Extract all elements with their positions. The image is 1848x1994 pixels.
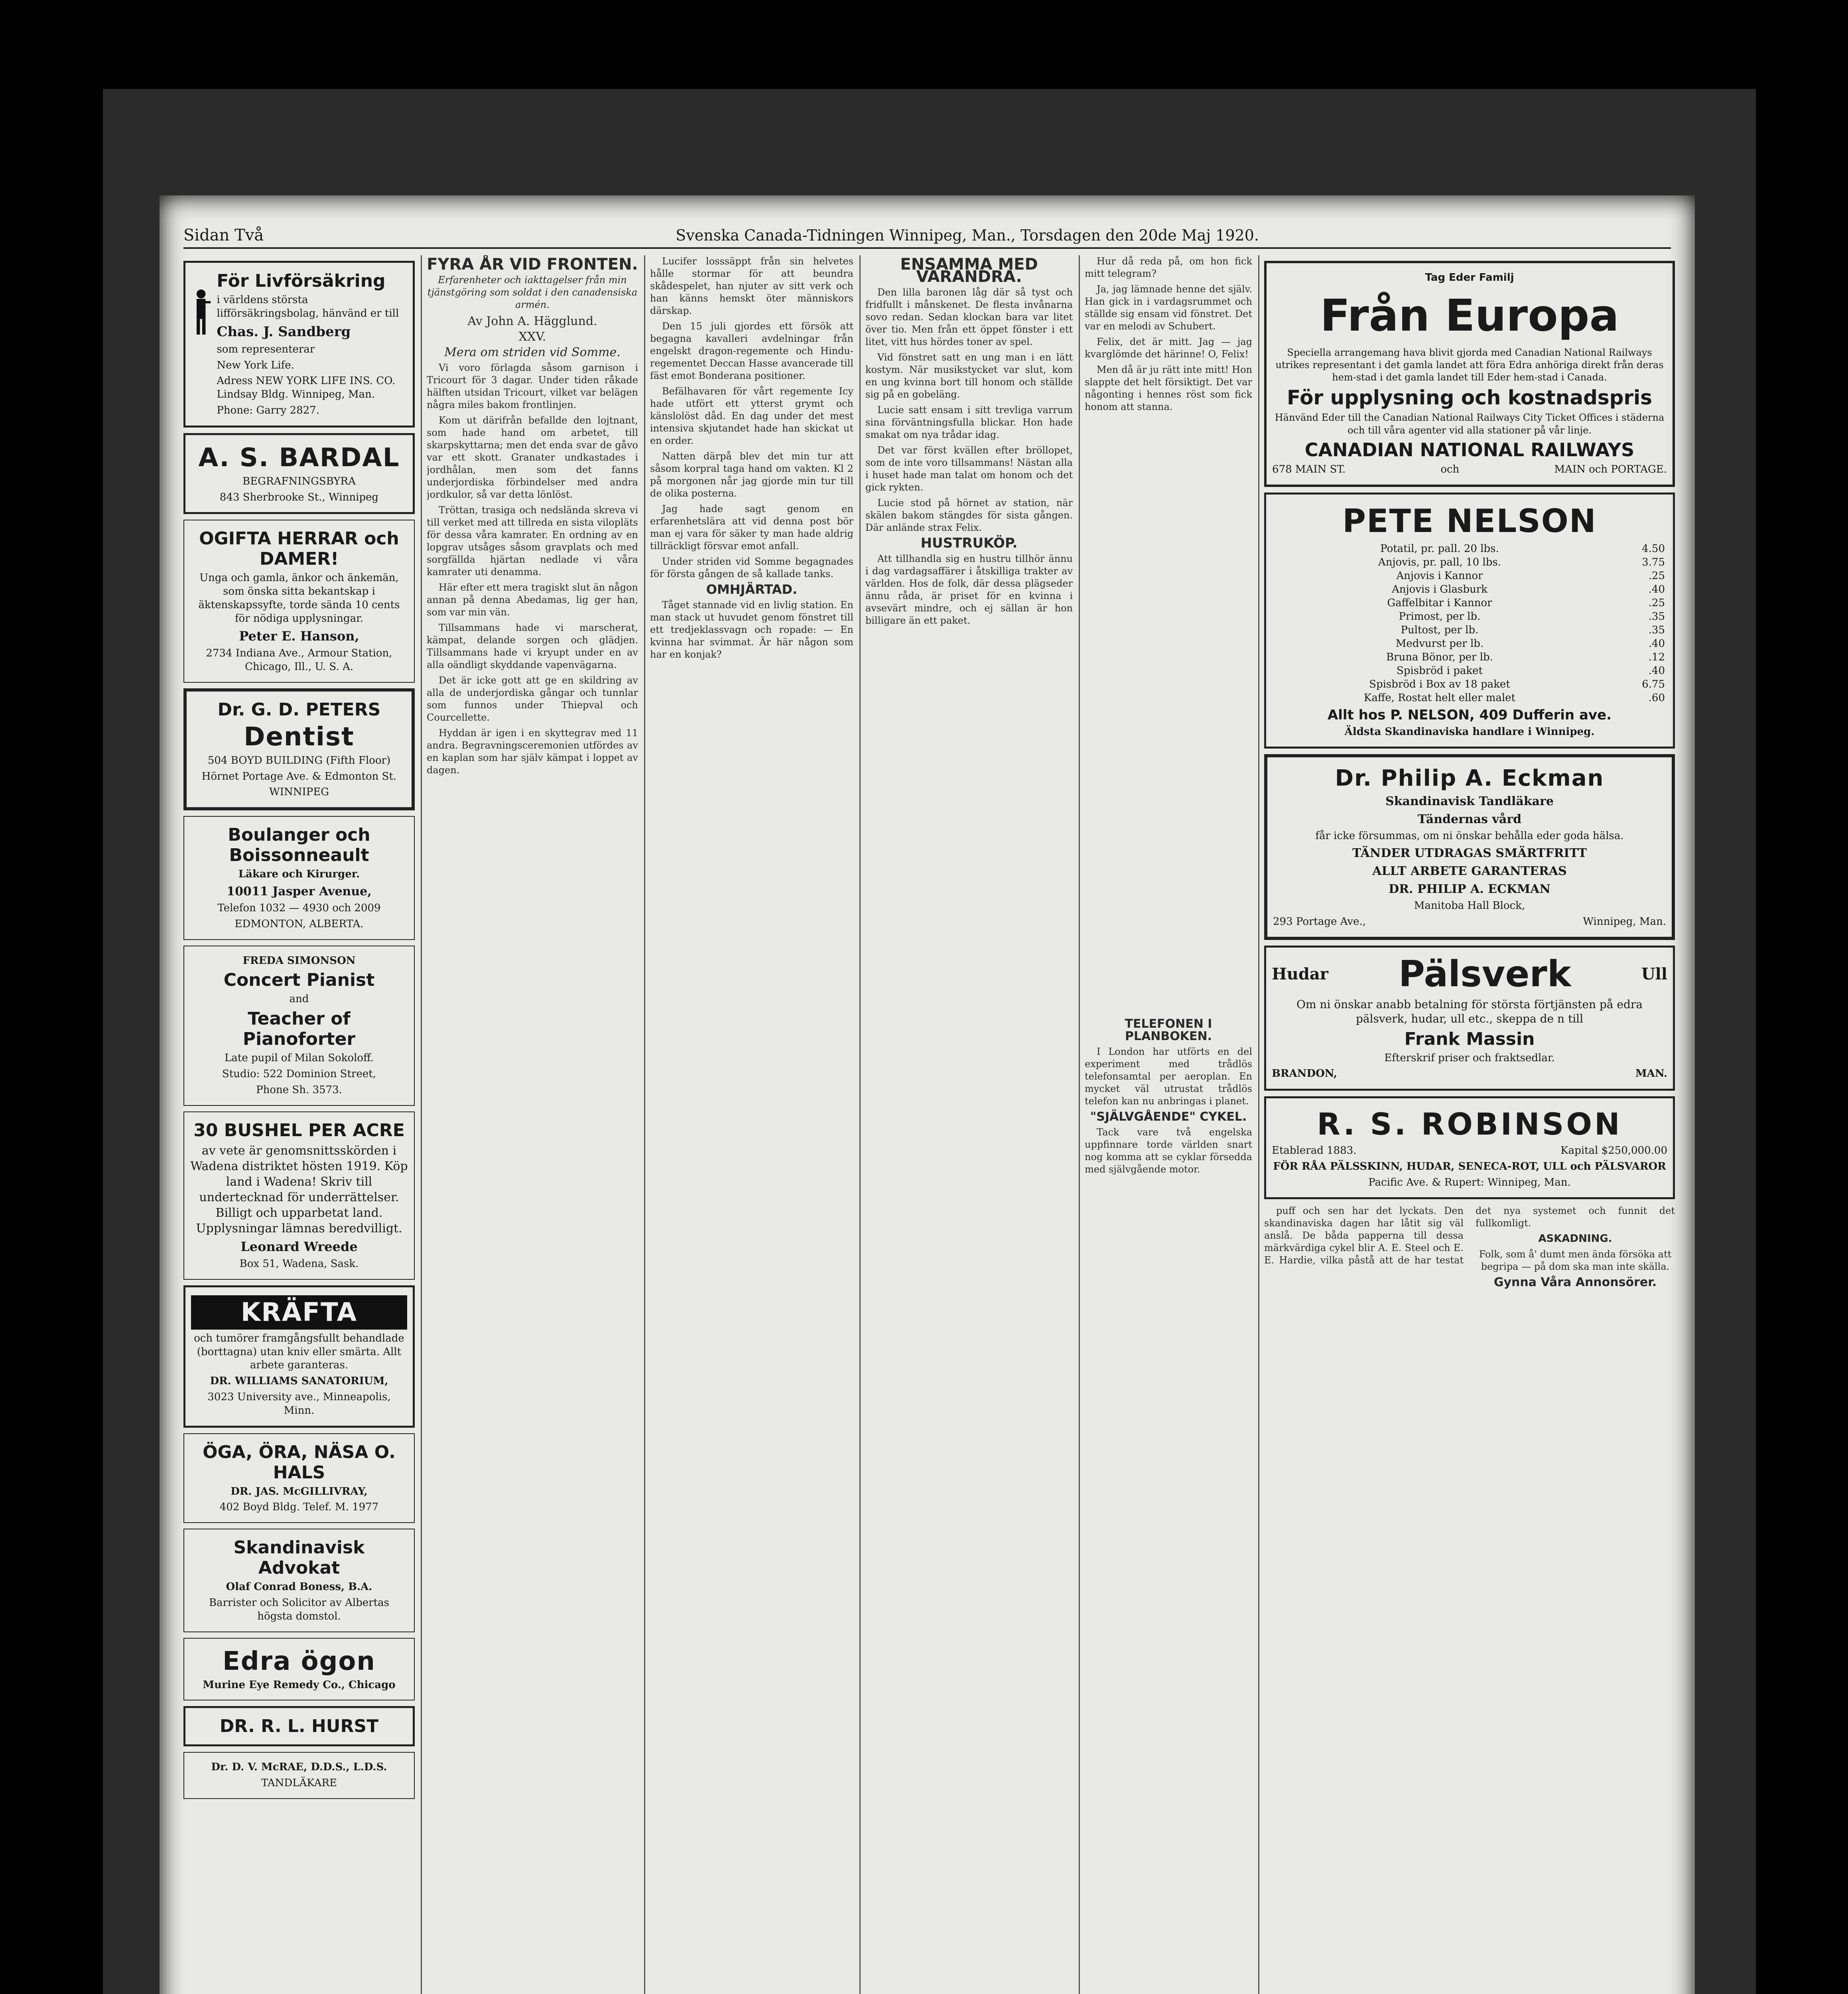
ad-name: Leonard Wreede xyxy=(240,1239,358,1254)
column-misc xyxy=(1085,255,1252,1994)
price-row xyxy=(1272,678,1667,691)
article-headline: OMHJÄRTAD. xyxy=(706,582,798,597)
article-subheadline: Erfarenheter och iakttagelser från min tjänstgöring som soldat i den canadensiska armén. xyxy=(427,274,638,310)
ad-company: Murine Eye Remedy Co., Chicago xyxy=(203,1679,396,1691)
column-rule xyxy=(859,255,861,1994)
ad-address: Adress NEW YORK LIFE INS. CO. Lindsay Bldg. Winnipeg, Man. xyxy=(217,375,396,401)
price-item: Kaffe, Rostat helt eller malet xyxy=(1363,692,1516,704)
ad-subtitle: Tändernas vård xyxy=(1417,812,1522,827)
ad-name: Dr. D. V. McRAE, D.D.S., L.D.S. xyxy=(211,1761,387,1773)
article-paragraph: Kom ut därifrån befallde den lojtnant, som hade hand om arbetet, till skarpskyttarna; men det enda svar de gåvo var ett skott. Granater undkastades i jordhålan, men som det fanns underjordiska förbindelser med andra jordkulor, så var detta lönlöst. xyxy=(427,415,638,500)
ad-address: 402 Boyd Bldg. Telef. M. 1977 xyxy=(219,1501,379,1513)
ad-address: Pacific Ave. & Rupert: Winnipeg, Man. xyxy=(1368,1176,1571,1188)
story-paragraph: Ja, jag lämnade henne det själv. Han gick in i vardagsrummet och ställde sig ensam vid fönstret. Det var en melodi av Schubert. xyxy=(1085,284,1252,332)
ad-address: Hörnet Portage Ave. & Edmonton St. xyxy=(201,770,397,782)
price-item: Potatil, pr. pall. 20 lbs. xyxy=(1380,542,1499,555)
ad-ora xyxy=(183,1433,415,1523)
story-paragraph: Lucie stod på hörnet av station, när skälen bakom stängdes för sista gången. Där anlände strax Felix. xyxy=(865,497,1073,533)
ad-text: and xyxy=(289,993,309,1005)
ad-mcrae xyxy=(183,1752,415,1799)
article-paragraph: Befälhavaren för vårt regemente Icy hade utfört ett ytterst grymt och känslolöst dåd. En dag under det mest intensiva skjutandet hade han skickat ut en order. xyxy=(650,386,853,446)
poem-text: Folk, som å' dumt men ända försöka att begripa — på dom ska man inte skälla. xyxy=(1479,1249,1672,1273)
ad-name: Peter E. Hanson, xyxy=(239,628,359,644)
ad-text: och tumörer framgångsfullt behandlade (borttagna) utan kniv eller smärta. Allt arbete garanteras. xyxy=(194,1332,404,1371)
article-paragraph: Här efter ett mera tragiskt slut än någon annan på denna Abedamas, lig ger han, som var min vän. xyxy=(427,582,638,618)
man-figure-icon xyxy=(191,268,211,356)
price-item: Pultost, per lb. xyxy=(1401,624,1479,636)
ad-name: FREDA SIMONSON xyxy=(242,954,356,967)
price-item: Anjovis i Kannor xyxy=(1396,569,1483,582)
price-row xyxy=(1272,556,1667,569)
ad-city: Winnipeg, Man. xyxy=(1583,915,1666,928)
ad-title: Dr. Philip A. Eckman xyxy=(1335,765,1604,792)
ad-address: Studio: 522 Dominion Street, xyxy=(222,1068,376,1080)
ad-krafta xyxy=(183,1285,415,1428)
ad-address: MAIN och PORTAGE. xyxy=(1554,463,1667,475)
ad-text: i världens största lifförsäkringsbolag, hänvänd er till xyxy=(217,294,399,319)
column-rule xyxy=(1079,255,1080,1994)
ad-city: WINNIPEG xyxy=(269,786,329,798)
ad-address-row xyxy=(1273,915,1666,929)
ad-peters-dentist xyxy=(183,688,415,810)
ad-edra-ogon xyxy=(183,1638,415,1701)
article-paragraph: Jag hade sagt genom en erfarenhetslära att vid denna post bör man ej vara för säker ty man hade aldrig tillräckligt försvar emot anfall. xyxy=(650,503,853,552)
ad-name: Dr. G. D. PETERS xyxy=(217,699,381,720)
price-row xyxy=(1272,623,1667,637)
article-paragraph: Vi voro förlagda såsom garnison i Tricourt för 3 dagar. Under tiden råkade hälften utsidan Tricourt, vilket var belägen några miles bakom frontlinjen. xyxy=(427,362,638,410)
story-paragraph: Det var först kvällen efter bröllopet, som de inte voro tillsammans! Nästan alla i huset hade man talat om honom och det gick rykten. xyxy=(865,445,1073,493)
ad-title: Concert Pianist xyxy=(223,970,375,991)
column-article-front xyxy=(427,255,638,1994)
price-item: Gaffelbitar i Kannor xyxy=(1387,597,1492,609)
ad-text: Etablerad 1883. xyxy=(1272,1145,1357,1157)
ad-text: Kapital $250,000.00 xyxy=(1560,1145,1667,1157)
article-chapter: XXV. xyxy=(518,330,546,344)
price-value: .35 xyxy=(1648,610,1665,623)
ad-label: Hudar xyxy=(1272,964,1328,983)
price-value: .40 xyxy=(1648,664,1665,677)
article-paragraph: Tröttan, trasiga och nedslända skreva vi till verket med att tillreda en sista vilopläts för dessa våra kamrater. En ordning av en lopgrav utsåges såsom gravplats och med sorgfällda hjärtan nedlade vi våra kamrater uti denamma. xyxy=(427,504,638,577)
ad-headline: Från Europa xyxy=(1320,290,1619,341)
price-value: .35 xyxy=(1648,624,1665,636)
ad-title: OGIFTA HERRAR och DAMER! xyxy=(199,528,399,569)
article-paragraph: Hyddan är igen i en skyttegrav med 11 andra. Begravningsceremonien utfördes av en kaplan som har själv kämpat i loppet av dagen. xyxy=(427,727,638,776)
price-value: .25 xyxy=(1648,569,1665,582)
ad-title: 30 BUSHEL PER ACRE xyxy=(193,1120,405,1141)
ad-text: Speciella arrangemang hava blivit gjorda med Canadian National Railways utrikes representant i det gamla landet att föra Edra anhöriga direkt från deras hem-stad i det gamla landet till Eder hem-stad i Canada. xyxy=(1275,347,1664,383)
price-item: Primost, per lb. xyxy=(1399,610,1481,623)
masthead-line: Svenska Canada-Tidningen Winnipeg, Man., Torsdagen den 20de Maj 1920. xyxy=(676,227,1259,244)
story-paragraph: Men då är ju rätt inte mitt! Hon slappte det helt försiktigt. Det var någonting i hennes röst som fick honom att stanna. xyxy=(1085,364,1252,412)
ad-phone: Telefon 1032 — 4930 och 2009 xyxy=(217,902,381,914)
ad-role: Skandinavisk Tandläkare xyxy=(1385,794,1554,809)
article-byline: Av John A. Hägglund. xyxy=(467,314,597,328)
ad-address: Manitoba Hall Block, xyxy=(1414,900,1525,912)
story-headline: ENSAMMA MED VARANDRA. xyxy=(900,255,1038,286)
ad-title: Skandinavisk Advokat xyxy=(233,1537,365,1578)
story-paragraph: Vid fönstret satt en ung man i en lätt kostym. När musikstycket var slut, kom en ung kvinna bort till honom och ställde sig på en gobeläng. xyxy=(865,352,1073,400)
ad-freda-simonson xyxy=(183,946,415,1106)
article-paragraph: Natten därpå blev det min tur att såsom korpral taga hand om vakten. Kl 2 på morgonen når jag gjorde min tur till de olika posterna. xyxy=(650,451,853,499)
ad-text: TÄNDER UTDRAGAS SMÄRTFRITT xyxy=(1352,846,1587,861)
ad-title: Teacher of Pianoforter xyxy=(242,1009,356,1050)
ad-subheadline: För upplysning och kostnadspris xyxy=(1287,386,1652,410)
ad-footer: Äldsta Skandinaviska handlare i Winnipeg. xyxy=(1344,725,1595,738)
price-value: .25 xyxy=(1648,597,1665,609)
price-row xyxy=(1272,691,1667,705)
ad-phone: Phone Sh. 3573. xyxy=(256,1084,342,1096)
price-row xyxy=(1272,637,1667,650)
ad-title: Boulanger och Boissonneault xyxy=(228,825,370,866)
price-value: .40 xyxy=(1648,583,1665,595)
ad-text: FÖR RÅA PÄLSSKINN, HUDAR, SENECA-ROT, ULL och PÄLSVAROR xyxy=(1273,1160,1666,1172)
ad-city: BRANDON, xyxy=(1272,1068,1337,1080)
ad-address: 678 MAIN ST. xyxy=(1272,463,1346,475)
ad-name: DR. WILLIAMS SANATORIUM, xyxy=(210,1375,388,1387)
ad-boulanger xyxy=(183,816,415,940)
article-paragraph: Lucifer losssäppt från sin helvetes hålle stormar för att beundra skådespelet, han njuter av sitt verk och han känns hemskt öter människors därskap. xyxy=(650,256,853,316)
ad-name: DR. R. L. HURST xyxy=(219,1716,379,1737)
column-article-continued xyxy=(650,255,853,1994)
ad-subtitle: Läkare och Kirurger. xyxy=(238,868,360,881)
ad-name: DR. PHILIP A. ECKMAN xyxy=(1389,882,1551,897)
ad-title: För Livförsäkring xyxy=(217,271,386,291)
ad-advokat xyxy=(183,1529,415,1632)
ad-name: Olaf Conrad Boness, B.A. xyxy=(226,1581,372,1593)
ad-address: 293 Portage Ave., xyxy=(1273,915,1366,928)
ad-label: Ull xyxy=(1641,964,1667,983)
ad-text: och xyxy=(1440,463,1460,475)
article-headline: FYRA ÅR VID FRONTEN. xyxy=(427,255,638,274)
price-row xyxy=(1272,569,1667,583)
ad-text: Late pupil of Milan Sokoloff. xyxy=(225,1052,374,1064)
price-row xyxy=(1272,583,1667,596)
price-value: .60 xyxy=(1648,692,1665,704)
column-story xyxy=(865,255,1073,1994)
price-value: 4.50 xyxy=(1642,542,1665,555)
article-paragraph: I London har utförts en del experiment med trådlös telefonsamtal per aeroplan. En mycket väl utrustat trådlös telefon kan nu anbringas i planet. xyxy=(1085,1046,1252,1107)
ad-address-row xyxy=(1272,463,1667,477)
price-value: 3.75 xyxy=(1642,556,1665,568)
ad-subtitle: Efterskrif priser och fraktsedlar. xyxy=(1384,1052,1555,1064)
ad-headline: Tag Eder Familj xyxy=(1425,272,1514,284)
article-paragraph: Den 15 juli gjordes ett försök att begagna kavalleri avdelningar från engelskt dragon-regemente och Hindu-regementet Deccan Hasse avancerade till fäst emot Bonderana positioner. xyxy=(650,321,853,381)
ad-title: ÖGA, ÖRA, NÄSA O. HALS xyxy=(203,1442,396,1483)
article-headline: "SJÄLVGÅENDE" CYKEL. xyxy=(1090,1110,1247,1124)
ad-address: 843 Sherbrooke St., Winnipeg xyxy=(219,491,379,503)
column-ads-left xyxy=(183,255,415,1994)
ad-address-row xyxy=(1272,1067,1667,1081)
page-header xyxy=(183,223,1671,249)
column-rule xyxy=(421,255,422,1994)
article-paragraph: Tillsammans hade vi marscherat, kämpat, delande sorgen och glädjen. Tillsammans hade vi kryupt under en av alla oändligt skyddande vapenvägarna. xyxy=(427,622,638,670)
ad-text: Om ni önskar anabb betalning för största förtjänsten på edra pälsverk, hudar, ull etc., skeppa de n till xyxy=(1296,997,1643,1026)
article-headline: HUSTRUKÖP. xyxy=(920,535,1018,551)
price-value: 6.75 xyxy=(1642,678,1665,690)
ad-bardal xyxy=(183,433,415,514)
article-paragraph: puff och sen har det lyckats. Den skandinaviska dagen har låtit sig väl anslå. De båda papperna till dessa märkvärdiga cykel blir A. E. Steel och E. E. Hardie, vilka påstå att de har testat det nya systemet och funnit det fullkomligt. xyxy=(1264,1205,1675,1266)
ad-address: 2734 Indiana Ave., Armour Station, Chicago, Ill., U. S. A. xyxy=(206,647,392,673)
ad-title: Dentist xyxy=(244,722,355,752)
ad-city: EDMONTON, ALBERTA. xyxy=(234,918,364,930)
poem-title: ASKADNING. xyxy=(1538,1233,1612,1245)
price-row xyxy=(1272,610,1667,623)
page-number: Sidan Två xyxy=(183,226,264,244)
ad-ogifta xyxy=(183,520,415,682)
ad-phone: Phone: Garry 2827. xyxy=(217,404,319,416)
article-paragraph: Tåget stannade vid en livlig station. En man stack ut huvudet genom fönstret till ett tredjeklassvagn och ropade: — En kvinna har svimmat. Är här någon som har en konjak? xyxy=(650,599,853,660)
ad-bushel xyxy=(183,1111,415,1280)
price-value: .40 xyxy=(1648,637,1665,650)
price-row xyxy=(1272,664,1667,678)
ad-title: R. S. ROBINSON xyxy=(1317,1106,1622,1142)
ad-name: Chas. J. Sandberg xyxy=(217,323,351,340)
ad-title: Pälsverk xyxy=(1398,953,1571,995)
price-value: .12 xyxy=(1648,651,1665,663)
ad-address: 3023 University ave., Minneapolis, Minn. xyxy=(207,1391,391,1417)
price-item: Spisbröd i Box av 18 paket xyxy=(1369,678,1510,690)
ad-address: 10011 Jasper Avenue, xyxy=(227,884,372,898)
ad-canadian-national xyxy=(1264,261,1675,487)
ad-title: Edra ögon xyxy=(223,1646,376,1676)
ad-text: av vete är genomsnittsskörden i Wadena distriktet hösten 1919. Köp land i Wadena! Skriv till undertecknad för underrättelser. Billigt och upparbetat land. Upplysningar lämnas beredvilligt. xyxy=(190,1143,408,1235)
column-ads-right xyxy=(1264,255,1675,1994)
ad-text: ALLT ARBETE GARANTERAS xyxy=(1372,864,1567,879)
price-item: Spisbröd i paket xyxy=(1396,664,1483,677)
price-item: Anjovis i Glasburk xyxy=(1391,583,1487,595)
price-row xyxy=(1272,650,1667,664)
ad-name: DR. JAS. McGILLIVRAY, xyxy=(231,1485,368,1497)
ad-province: MAN. xyxy=(1635,1068,1667,1080)
ad-role: TANDLÄKARE xyxy=(261,1777,337,1789)
article-paragraph: Tack vare två engelska uppfinnare torde världen snart nog komma att se cyklar försedda med självgående motor. xyxy=(1085,1127,1252,1175)
article-headline: TELEFONEN I PLANBOKEN. xyxy=(1125,1017,1212,1043)
ad-title: A. S. BARDAL xyxy=(198,443,400,473)
column-rule xyxy=(644,255,645,1994)
ad-title: KRÄFTA xyxy=(191,1295,407,1330)
ad-pete-nelson xyxy=(1264,493,1675,749)
story-paragraph: Lucie satt ensam i sitt trevliga varrum sina förväntningsfulla blickar. Hon hade smakat om nya trådar idag. xyxy=(865,404,1073,440)
column-rule xyxy=(1258,255,1259,1994)
article-section-title: Mera om striden vid Somme. xyxy=(444,345,621,359)
ad-text: BEGRAFNINGSBYRA xyxy=(242,475,356,487)
ad-text: Barrister och Solicitor av Albertas högsta domstol. xyxy=(209,1597,389,1622)
ad-life-insurance xyxy=(183,261,415,428)
ad-company: New York Life. xyxy=(217,359,294,371)
ad-text: får icke försummas, om ni önskar behålla eder goda hälsa. xyxy=(1315,830,1624,842)
ad-palsverk xyxy=(1264,946,1675,1091)
ad-text: Unga och gamla, änkor och änkemän, som önska sitta bekantskap i äktenskapssyfte, torde sända 10 cents för nödiga upplysningar. xyxy=(198,572,400,625)
ad-text: Hänvänd Eder till the Canadian National Railways City Ticket Offices i städerna och till våra agenter vid alla stationer på vår linje. xyxy=(1275,412,1665,436)
ad-hurst xyxy=(183,1706,415,1746)
ad-company: CANADIAN NATIONAL RAILWAYS xyxy=(1304,439,1635,461)
price-item: Anjovis, pr. pall, 10 lbs. xyxy=(1378,556,1501,568)
ad-title-row xyxy=(1272,953,1667,995)
ad-address: 504 BOYD BUILDING (Fifth Floor) xyxy=(207,754,391,766)
footer-slogan: Gynna Våra Annonsörer. xyxy=(1493,1275,1657,1290)
price-item: Medvurst per lb. xyxy=(1395,637,1484,650)
ad-footer: Allt hos P. NELSON, 409 Dufferin ave. xyxy=(1327,707,1612,723)
article-paragraph: Att tillhandla sig en hustru tillhör ännu i dag vardagsaffärer i åtskilliga trakter av världen. Hos de folk, där dessa plägseder ännu råda, är priset för en kvinna i avsevärt mindre, och ej sällan är hon billigare än ett paket. xyxy=(865,553,1073,626)
ad-title: PETE NELSON xyxy=(1342,502,1597,540)
ad-robinson xyxy=(1264,1096,1675,1199)
ad-role: som representerar xyxy=(217,343,315,355)
price-row xyxy=(1272,596,1667,610)
price-list xyxy=(1272,542,1667,705)
newspaper-page xyxy=(160,195,1695,1994)
article-paragraph: Under striden vid Somme begagnades för första gången de så kallade tanks. xyxy=(650,556,853,579)
ad-eckman xyxy=(1264,754,1675,940)
article-paragraph: Det är icke gott att ge en skildring av alla de underjordiska gångar och tunnlar som funnos under Thiepval och Courcellette. xyxy=(427,675,638,723)
ad-info-row xyxy=(1272,1144,1667,1158)
price-row xyxy=(1272,542,1667,556)
story-paragraph: Hur då reda på, om hon fick mitt telegram? xyxy=(1085,256,1252,279)
price-item: Bruna Bönor, per lb. xyxy=(1386,651,1493,663)
story-paragraph: Felix, det är mitt. Jag — jag kvarglömde det härinne! O, Felix! xyxy=(1085,336,1252,360)
article-bottom-right xyxy=(1264,1205,1675,1289)
ad-address: Box 51, Wadena, Sask. xyxy=(239,1258,359,1270)
story-paragraph: Den lilla baronen låg där så tyst och fridfullt i månskenet. De flesta invånarna sovo redan. Sedan klockan bara var litet över tio. Men från ett öppet fönster i ett litet, vitt hus hördes toner av spel. xyxy=(865,287,1073,347)
ad-name: Frank Massin xyxy=(1404,1029,1535,1049)
